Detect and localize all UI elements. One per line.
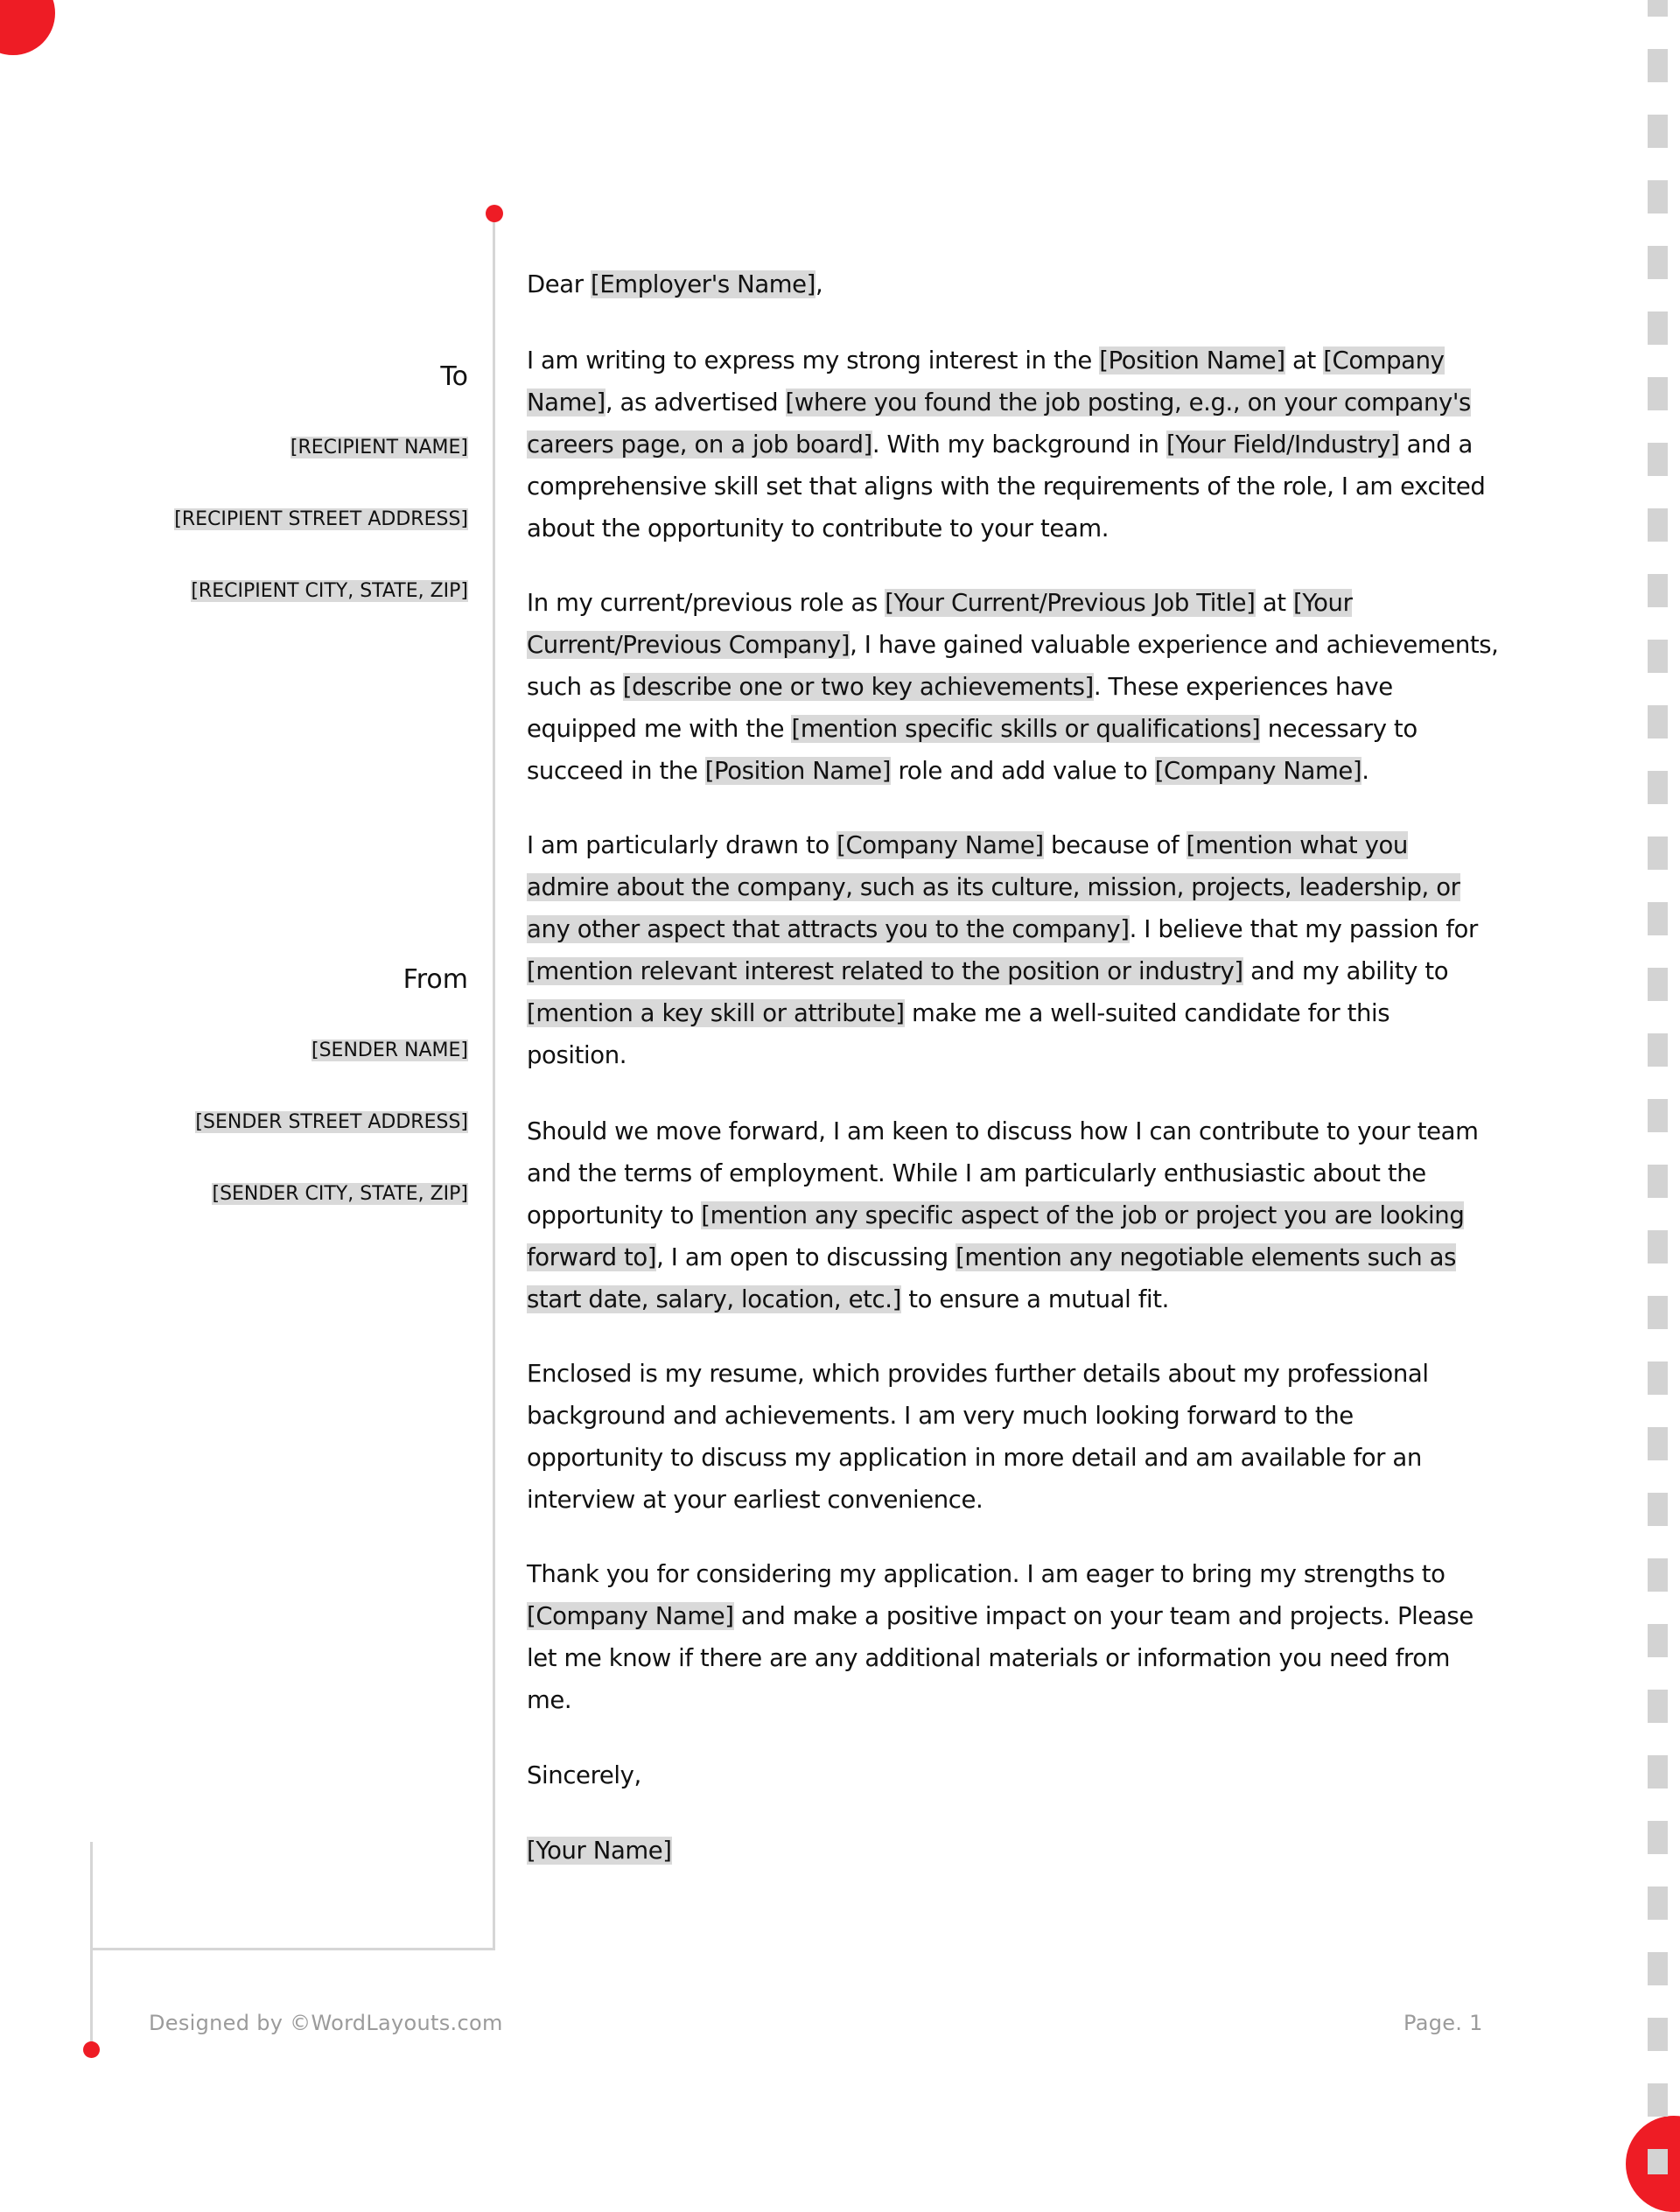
sender-city: [SENDER CITY, STATE, ZIP] [212,1183,468,1205]
skills-placeholder[interactable]: [mention specific skills or qualifications] [791,715,1261,743]
red-dot-bottom [83,2041,100,2058]
dashed-edge-border [1648,0,1668,2174]
field-industry-placeholder[interactable]: [Your Field/Industry] [1166,430,1400,458]
company-name-placeholder[interactable]: [Company [1323,346,1445,374]
red-corner-circle-top-left [0,0,55,55]
key-skill-placeholder[interactable]: [mention a key skill or attribute] [527,999,905,1027]
footer-credit: Designed by ©WordLayouts.com [149,2011,503,2035]
recipient-city: [RECIPIENT CITY, STATE, ZIP] [191,580,468,602]
recipient-city-field[interactable] [131,578,468,606]
salutation: Dear [Employer's Name], [527,270,823,298]
position-name-placeholder[interactable]: [Position Name] [1099,346,1285,374]
recipient-street: [RECIPIENT STREET ADDRESS] [174,508,468,530]
achievements-placeholder[interactable]: [describe one or two key achievements] [622,673,1094,701]
company-name-placeholder[interactable]: [Company Name] [527,1602,734,1630]
sender-street: [SENDER STREET ADDRESS] [195,1111,468,1133]
company-name-placeholder[interactable]: [Company Name] [1154,757,1362,785]
sender-street-field[interactable] [131,1109,468,1137]
recipient-street-field[interactable] [131,506,468,534]
company-name-placeholder[interactable]: [Company Name] [836,831,1044,859]
to-label: To [440,361,468,392]
sender-city-field[interactable] [131,1180,468,1208]
sender-name: [SENDER NAME] [312,1040,468,1061]
page-number: Page. 1 [1404,2011,1483,2035]
signature-line [527,1833,672,1868]
vertical-divider-line [493,214,495,1950]
footer-vertical-line [90,1842,93,2048]
job-title-placeholder[interactable]: [Your Current/Previous Job Title] [885,589,1256,617]
job-posting-source-placeholder[interactable]: [where you found the job posting, e.g., on your company's [785,388,1471,416]
from-label: From [402,964,468,995]
current-company-placeholder[interactable]: [Your [1293,589,1353,617]
red-dot-top [486,205,503,222]
job-aspect-placeholder[interactable]: [mention any specific aspect of the job or project you are looking [701,1201,1465,1229]
position-name-placeholder[interactable]: [Position Name] [704,757,892,785]
company-admiration-placeholder[interactable]: [mention what you [1186,831,1408,859]
employer-name-placeholder[interactable]: [Employer's Name] [591,270,816,298]
footer-horizontal-line [90,1948,495,1950]
relevant-interest-placeholder[interactable]: [mention relevant interest related to the position or industry] [527,957,1243,985]
closing: Sincerely, [527,1761,641,1789]
recipient-name: [RECIPIENT NAME] [290,437,468,458]
your-name-placeholder[interactable]: [Your Name] [527,1837,672,1865]
sender-name-field[interactable] [131,1037,468,1065]
negotiable-elements-placeholder[interactable]: [mention any negotiable elements such as [956,1243,1456,1271]
recipient-name-field[interactable] [131,434,468,462]
